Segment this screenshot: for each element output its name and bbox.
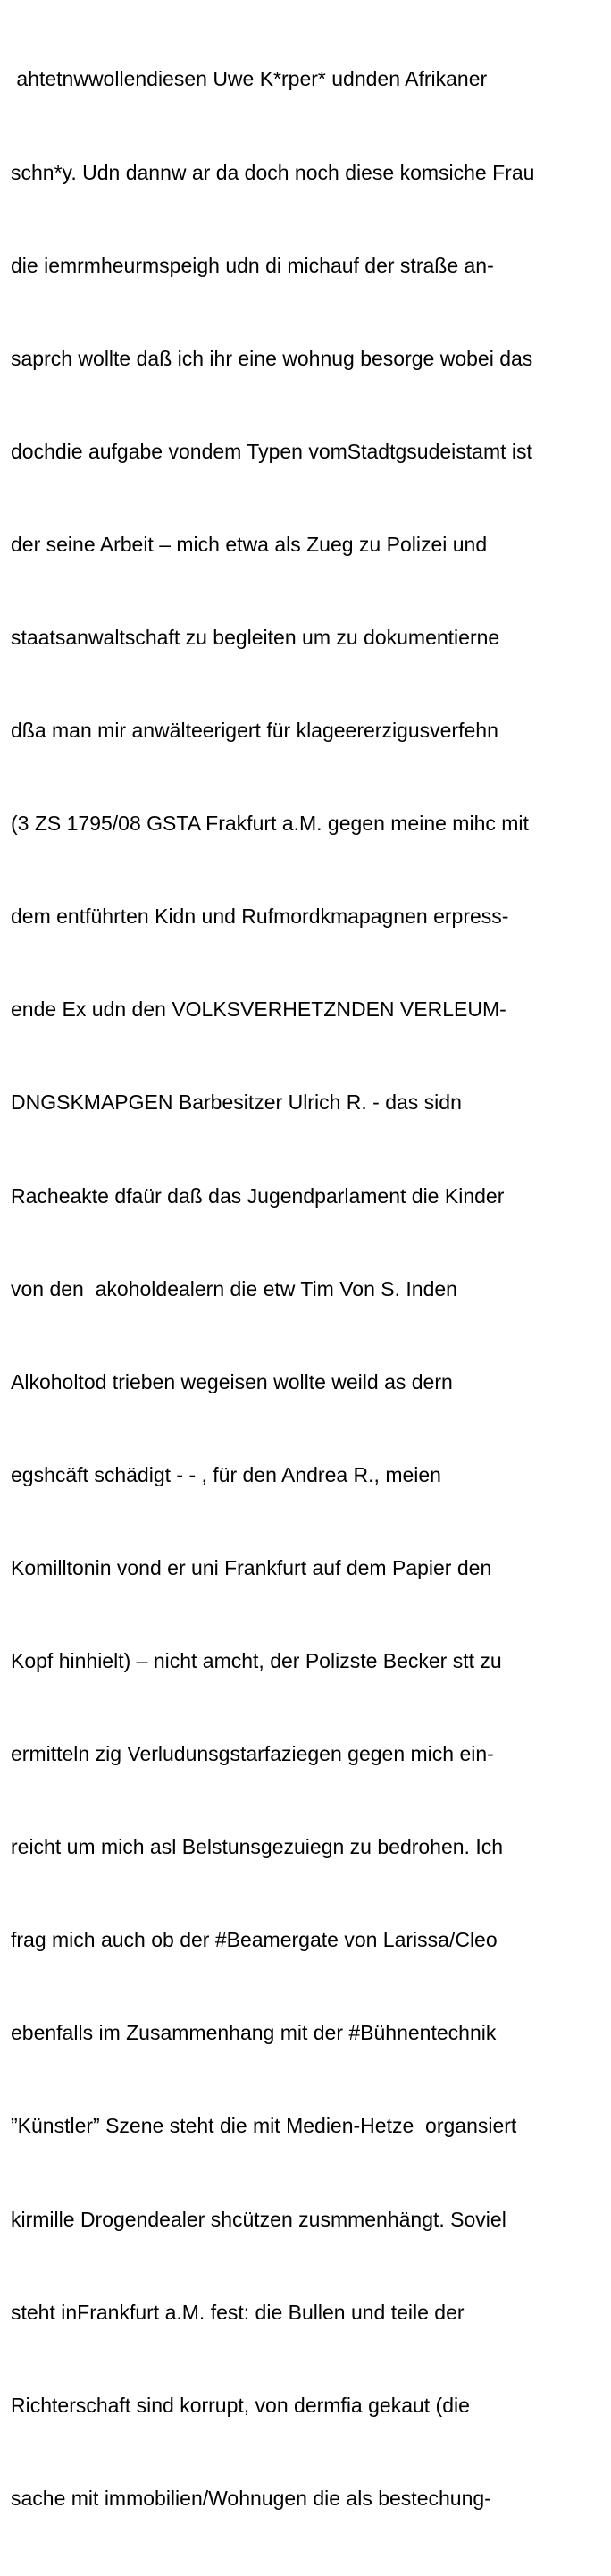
text-line: ebenfalls im Zusammenhang mit der #Bühnentechnik <box>11 2021 497 2045</box>
text-line: ermitteln zig Verludunsgstarfaziegen gegen mich ein- <box>11 1742 494 1766</box>
text-line: Alkoholtod trieben wegeisen wollte weild as dern <box>11 1369 453 1393</box>
text-line: kirmille Drogendealer shcützen zusmmenhängt. Soviel <box>11 2207 506 2231</box>
text-line: steht inFrankfurt a.M. fest: die Bullen und teile der <box>11 2300 465 2324</box>
text-line: Komilltonin vond er uni Frankfurt auf dem Papier den <box>11 1555 492 1579</box>
text-line: ahtetnwwollendiesen Uwe K*rper* udnden Afrikaner <box>11 67 488 91</box>
text-line: schn*y. Udn dannw ar da doch noch diese komsiche Frau <box>11 160 535 184</box>
text-line: Kopf hinhielt) – nicht amcht, der Polizste Becker stt zu <box>11 1649 502 1672</box>
text-line: saprch wollte daß ich ihr eine wohnug besorge wobei das <box>11 346 533 370</box>
text-line: frag mich auch ob der #Beamergate von Larissa/Cleo <box>11 1928 498 1952</box>
text-line: egshcäft schädigt - - , für den Andrea R., meien <box>11 1462 441 1486</box>
text-line: Richterschaft sind korrupt, von dermfia gekaut (die <box>11 2393 470 2417</box>
text-line: dem entführten Kidn und Rufmordkmapagnen erpress- <box>11 905 509 929</box>
text-line: reicht um mich asl Belstunsgezuiegn zu bedrohen. Ich <box>11 1835 504 1859</box>
text-line: die iemrmheurmspeigh udn di michauf der straße an- <box>11 253 494 277</box>
text-line: der seine Arbeit – mich etwa als Zueg zu Polizei und <box>11 532 488 556</box>
body-text <box>11 2 607 2576</box>
text-line: ”Künstler” Szene steht die mit Medien-Hetze organsiert <box>11 2114 517 2138</box>
text-line: dochdie aufgabe vondem Typen vomStadtgsudeistamt ist <box>11 439 532 463</box>
text-line: dßa man mir anwälteerigert für klageererzigusverfehn <box>11 719 498 743</box>
text-line: sache mit immobilien/Wohnugen die als bestechung- <box>11 2486 491 2510</box>
text-line: von den akoholdealern die etw Tim Von S. Inden <box>11 1276 457 1301</box>
text-line: ende Ex udn den VOLKSVERHETZNDEN VERLEUM- <box>11 998 506 1022</box>
text-line: DNGSKMAPGEN Barbesitzer Ulrich R. - das sidn <box>11 1090 462 1115</box>
text-line: (3 ZS 1795/08 GSTA Frakfurt a.M. gegen meine mihc mit <box>11 812 529 836</box>
text-line: staatsanwaltschaft zu begleiten um zu dokumentierne <box>11 625 500 649</box>
text-line: Racheakte dfaür daß das Jugendparlament die Kinder <box>11 1183 505 1208</box>
